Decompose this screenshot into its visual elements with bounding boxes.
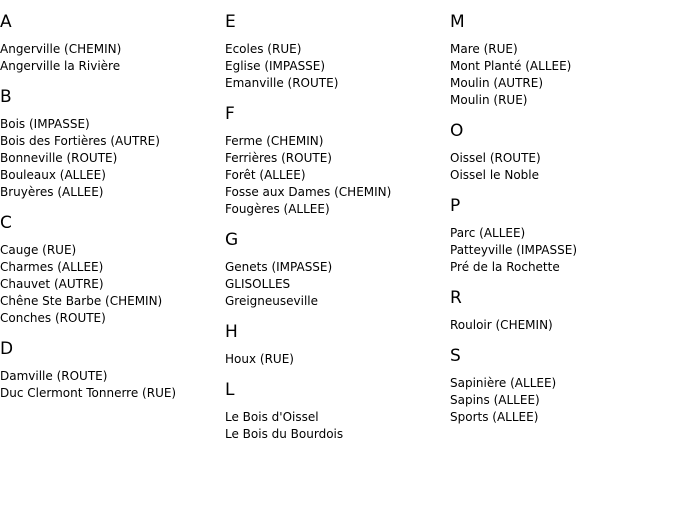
street-link-cauge-rue[interactable]: Cauge (RUE) xyxy=(0,243,77,257)
street-list xyxy=(225,41,450,92)
letter-section-l xyxy=(225,380,450,443)
street-list xyxy=(450,317,675,334)
list-item xyxy=(0,242,225,259)
letter-section-s xyxy=(450,346,675,426)
street-link-chauvet-autre[interactable]: Chauvet (AUTRE) xyxy=(0,277,104,291)
list-item xyxy=(450,392,675,409)
street-link-charmes-allee[interactable]: Charmes (ALLEE) xyxy=(0,260,104,274)
street-link-fougeres-allee[interactable]: Fougères (ALLEE) xyxy=(225,202,330,216)
letter-section-a xyxy=(0,12,225,75)
street-link-bouleaux-allee[interactable]: Bouleaux (ALLEE) xyxy=(0,168,106,182)
street-link-bois-impasse[interactable]: Bois (IMPASSE) xyxy=(0,117,90,131)
street-link-moulin-rue[interactable]: Moulin (RUE) xyxy=(450,93,528,107)
street-link-genets-impasse[interactable]: Genets (IMPASSE) xyxy=(225,260,333,274)
list-item xyxy=(0,184,225,201)
index-column-2 xyxy=(225,0,450,452)
street-link-eglise-impasse[interactable]: Eglise (IMPASSE) xyxy=(225,59,326,73)
list-item xyxy=(225,150,450,167)
section-letter-heading: D xyxy=(0,339,14,359)
street-link-oissel-le-noble[interactable]: Oissel le Noble xyxy=(450,168,539,182)
section-letter-heading: G xyxy=(225,230,239,250)
street-link-le-bois-du-bourdois[interactable]: Le Bois du Bourdois xyxy=(225,427,344,441)
letter-section-d xyxy=(0,339,225,402)
section-letter-heading: P xyxy=(450,196,461,216)
list-item xyxy=(0,310,225,327)
section-letter-heading: O xyxy=(450,121,464,141)
street-link-mare-rue[interactable]: Mare (RUE) xyxy=(450,42,518,56)
section-letter-heading: M xyxy=(450,12,465,32)
street-list xyxy=(225,351,450,368)
list-item xyxy=(0,385,225,402)
list-item xyxy=(450,150,675,167)
street-link-conches-route[interactable]: Conches (ROUTE) xyxy=(0,311,106,325)
street-link-glisolles[interactable]: GLISOLLES xyxy=(225,277,291,291)
list-item xyxy=(450,92,675,109)
list-item xyxy=(225,133,450,150)
list-item xyxy=(225,426,450,443)
list-item xyxy=(0,259,225,276)
section-letter-heading: R xyxy=(450,288,462,308)
list-item xyxy=(450,259,675,276)
list-item xyxy=(450,225,675,242)
letter-section-p xyxy=(450,196,675,276)
street-link-moulin-autre[interactable]: Moulin (AUTRE) xyxy=(450,76,543,90)
list-item xyxy=(450,41,675,58)
section-letter-heading: S xyxy=(450,346,461,366)
list-item xyxy=(450,75,675,92)
list-item xyxy=(0,293,225,310)
list-item xyxy=(0,276,225,293)
letter-section-e xyxy=(225,12,450,92)
street-link-oissel-route[interactable]: Oissel (ROUTE) xyxy=(450,151,541,165)
section-letter-heading: C xyxy=(0,213,12,233)
street-link-patteyville-impasse[interactable]: Patteyville (IMPASSE) xyxy=(450,243,577,257)
letter-section-g xyxy=(225,230,450,310)
list-item xyxy=(450,375,675,392)
list-item xyxy=(0,368,225,385)
list-item xyxy=(450,409,675,426)
street-link-chene-ste-barbe-chemin[interactable]: Chêne Ste Barbe (CHEMIN) xyxy=(0,294,163,308)
street-list xyxy=(225,133,450,218)
street-link-emanville-route[interactable]: Emanville (ROUTE) xyxy=(225,76,339,90)
letter-section-c xyxy=(0,213,225,327)
list-item xyxy=(225,293,450,310)
street-link-ecoles-rue[interactable]: Ecoles (RUE) xyxy=(225,42,302,56)
street-link-pre-de-la-rochette[interactable]: Pré de la Rochette xyxy=(450,260,560,274)
street-link-le-bois-d-oissel[interactable]: Le Bois d'Oissel xyxy=(225,410,319,424)
street-list xyxy=(450,225,675,276)
list-item xyxy=(225,41,450,58)
list-item xyxy=(0,133,225,150)
street-list xyxy=(450,41,675,109)
list-item xyxy=(0,167,225,184)
section-letter-heading: H xyxy=(225,322,238,342)
list-item xyxy=(0,150,225,167)
street-link-sapiniere-allee[interactable]: Sapinière (ALLEE) xyxy=(450,376,557,390)
list-item xyxy=(450,167,675,184)
section-letter-heading: E xyxy=(225,12,236,32)
list-item xyxy=(450,317,675,334)
street-link-sapins-allee[interactable]: Sapins (ALLEE) xyxy=(450,393,540,407)
list-item xyxy=(225,351,450,368)
street-list xyxy=(0,41,225,75)
street-list xyxy=(450,150,675,184)
street-list xyxy=(225,409,450,443)
list-item xyxy=(225,58,450,75)
list-item xyxy=(0,58,225,75)
street-link-duc-clermont-tonnerre-rue[interactable]: Duc Clermont Tonnerre (RUE) xyxy=(0,386,177,400)
street-link-ferrieres-route[interactable]: Ferrières (ROUTE) xyxy=(225,151,332,165)
letter-section-m xyxy=(450,12,675,109)
street-list xyxy=(0,116,225,201)
street-link-angerville-chemin[interactable]: Angerville (CHEMIN) xyxy=(0,42,122,56)
letter-section-f xyxy=(225,104,450,218)
letter-section-b xyxy=(0,87,225,201)
list-item xyxy=(225,201,450,218)
list-item xyxy=(450,242,675,259)
section-letter-heading: F xyxy=(225,104,235,124)
letter-section-h xyxy=(225,322,450,368)
street-link-sports-allee[interactable]: Sports (ALLEE) xyxy=(450,410,539,424)
index-column-3 xyxy=(450,0,675,435)
street-link-greigneuseville[interactable]: Greigneuseville xyxy=(225,294,319,308)
section-letter-heading: B xyxy=(0,87,12,107)
street-link-ferme-chemin[interactable]: Ferme (CHEMIN) xyxy=(225,134,324,148)
street-link-fosse-aux-dames-chemin[interactable]: Fosse aux Dames (CHEMIN) xyxy=(225,185,392,199)
street-list xyxy=(225,259,450,310)
street-link-parc-allee[interactable]: Parc (ALLEE) xyxy=(450,226,526,240)
street-link-angerville-la-riviere[interactable]: Angerville la Rivière xyxy=(0,59,121,73)
street-link-damville-route[interactable]: Damville (ROUTE) xyxy=(0,369,108,383)
list-item xyxy=(450,58,675,75)
letter-section-o xyxy=(450,121,675,184)
list-item xyxy=(225,184,450,201)
street-list xyxy=(0,242,225,327)
list-item xyxy=(225,75,450,92)
street-list xyxy=(0,368,225,402)
street-link-rouloir-chemin[interactable]: Rouloir (CHEMIN) xyxy=(450,318,553,332)
section-letter-heading: L xyxy=(225,380,235,400)
street-link-bois-des-fortieres-autre[interactable]: Bois des Fortières (AUTRE) xyxy=(0,134,160,148)
street-link-houx-rue[interactable]: Houx (RUE) xyxy=(225,352,294,366)
list-item xyxy=(225,276,450,293)
letter-section-r xyxy=(450,288,675,334)
list-item xyxy=(0,116,225,133)
list-item xyxy=(225,167,450,184)
street-link-bonneville-route[interactable]: Bonneville (ROUTE) xyxy=(0,151,118,165)
list-item xyxy=(0,41,225,58)
street-link-bruyeres-allee[interactable]: Bruyères (ALLEE) xyxy=(0,185,104,199)
street-link-mont-plante-allee[interactable]: Mont Planté (ALLEE) xyxy=(450,59,572,73)
list-item xyxy=(225,409,450,426)
index-column-1 xyxy=(0,0,225,411)
section-letter-heading: A xyxy=(0,12,12,32)
street-list xyxy=(450,375,675,426)
list-item xyxy=(225,259,450,276)
street-link-foret-allee[interactable]: Forêt (ALLEE) xyxy=(225,168,306,182)
